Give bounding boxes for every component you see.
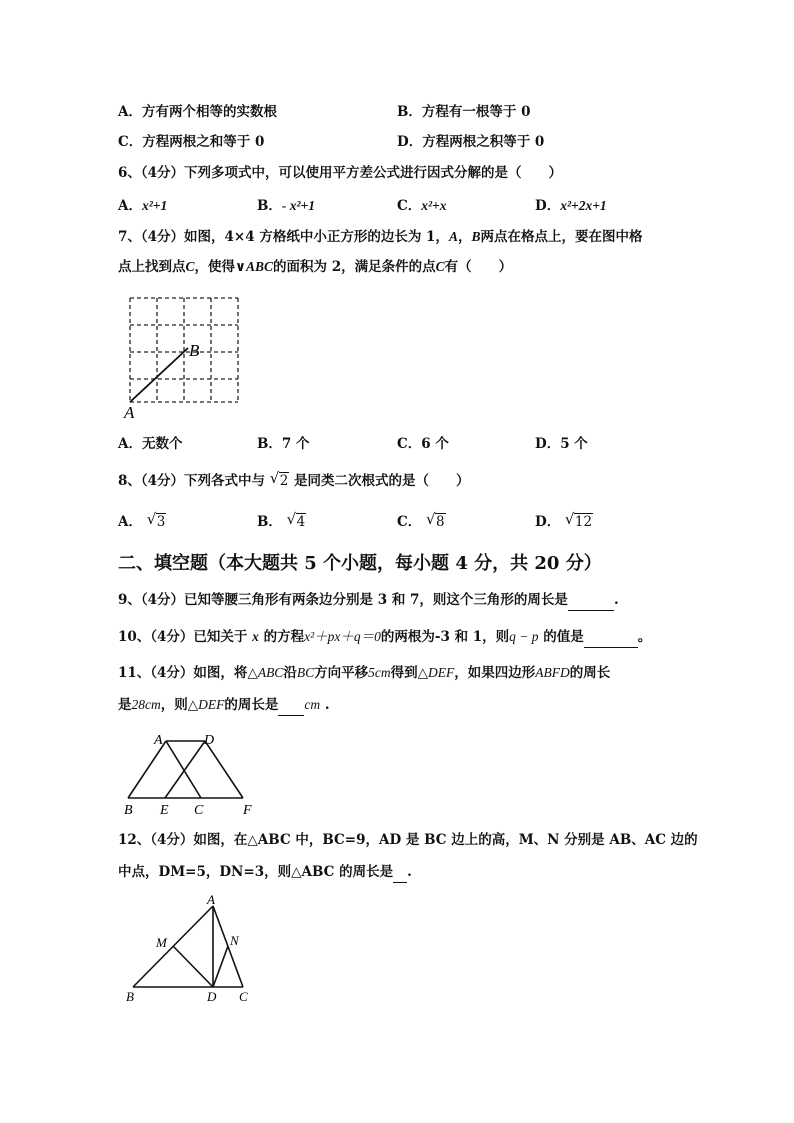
line-ab <box>128 741 166 798</box>
q12-triangle-figure <box>118 893 268 1008</box>
q8-stem-radical: √ 2 <box>269 469 289 489</box>
q7-stem-line2 <box>118 257 512 277</box>
q7-point-c2: C <box>435 259 445 274</box>
q7-l2-p1: 点上找到点 <box>118 259 186 275</box>
q11-stem-line1 <box>118 663 610 683</box>
q8-option-d <box>535 512 593 532</box>
q7-option-a: A．无数个 <box>118 436 183 452</box>
q8-c-label: C． <box>397 514 422 530</box>
fig11-label-f: F <box>243 803 252 818</box>
fig11-label-e: E <box>160 803 169 818</box>
q7-point-b: B <box>471 229 481 244</box>
q7-sep: ， <box>457 229 472 245</box>
q10-expr: q − p <box>509 629 539 644</box>
fig12-label-c: C <box>239 989 248 1004</box>
q12-stem-line1: 12、（4分）如图，在△ABC 中，BC=9，AD 是 BC 边上的高，M、N 分别是 AB、AC 边的 <box>118 832 698 848</box>
q11-p3: 方向平移 <box>314 665 369 681</box>
fig-label-b: B <box>189 341 200 360</box>
q12-l2-end: . <box>407 864 412 880</box>
segment-ab <box>130 348 188 402</box>
q11-p2: 沿 <box>283 665 297 681</box>
q7-option-c: C．6 个 <box>397 436 449 452</box>
q12-stem-line2 <box>118 862 412 883</box>
q12-l2-p1: 中点，DM=5，DN=3，则△ABC 的周长是 <box>118 864 394 880</box>
q8-option-b <box>257 512 306 532</box>
q6-stem: 6、（4分）下列多项式中，可以使用平方差公式进行因式分解的是（ ） <box>118 165 563 181</box>
q11-l2-end: . <box>324 697 330 713</box>
fig11-label-c: C <box>194 803 204 818</box>
q7-l2-p2: ，使得 <box>194 259 236 275</box>
q6-a-expr: x²+1 <box>141 198 168 213</box>
q10-blank <box>584 627 638 648</box>
q8-b-radicand: 4 <box>296 514 306 530</box>
q10-p4: 的值是 <box>543 629 584 645</box>
q5-option-b: B．方程有一根等于 0 <box>397 104 531 120</box>
q11-tri1: △ABC <box>247 665 284 680</box>
q8-a-radicand: 3 <box>156 514 166 530</box>
q7-point-a: A <box>448 229 458 244</box>
q7-point-c: C <box>185 259 195 274</box>
fig12-label-b: B <box>126 989 134 1004</box>
q8-d-label: D． <box>535 514 561 530</box>
q6-option-b <box>257 196 315 216</box>
q5-option-c: C．方程两根之和等于 0 <box>118 134 265 150</box>
q9-p1: 9、（4分）已知等腰三角形有两条边分别是 3 和 7，则这个三角形的周长是 <box>118 592 568 608</box>
q7-l1-p2: 两点在格点上，要在图中格 <box>480 229 643 245</box>
q11-perim: 28cm <box>131 697 161 712</box>
q11-tri2: △DEF <box>417 665 455 680</box>
q10-end: 。 <box>637 629 652 645</box>
q9-stem <box>118 590 619 611</box>
q8-stem-p2: 是同类二次根式的是（ ） <box>294 473 470 489</box>
fig11-label-a: A <box>154 733 163 748</box>
q11-blank <box>278 695 304 716</box>
fig12-label-n: N <box>230 933 239 948</box>
fig12-label-a: A <box>207 892 215 907</box>
q8-a-radical: √ 3 <box>146 510 166 530</box>
q7-triangle: ∨ABC <box>235 259 273 274</box>
q11-l2-p1: 是 <box>118 697 132 713</box>
q10-var-x: x <box>252 629 259 644</box>
q11-bc: BC <box>296 665 315 680</box>
q8-d-radical: √ 12 <box>564 510 593 530</box>
q6-d-expr: x²+2x+1 <box>560 198 607 213</box>
q8-stem-p1: 8、（4分）下列各式中与 <box>118 473 266 489</box>
q11-p4: 得到 <box>390 665 418 681</box>
q11-l2-p2: ，则 <box>160 697 188 713</box>
q8-c-radical: √ 8 <box>425 510 445 530</box>
fig12-label-d: D <box>207 989 217 1004</box>
q5-option-a: A．方有两个相等的实数根 <box>118 104 277 120</box>
q5-option-d: D．方程两根之积等于 0 <box>397 134 545 150</box>
q11-l2-p3: 的周长是 <box>224 697 279 713</box>
q10-equation: x²＋px＋q＝0 <box>304 629 381 644</box>
q7-grid-figure <box>118 290 248 420</box>
q8-option-a <box>118 512 166 532</box>
q8-b-label: B． <box>257 514 282 530</box>
q7-stem-line1 <box>118 227 642 247</box>
q11-p6: 的周长 <box>569 665 611 681</box>
q8-stem-radicand: 2 <box>279 473 289 489</box>
line-dn <box>213 946 228 987</box>
q6-a-label: A． <box>118 198 142 214</box>
q9-p2: . <box>613 592 619 608</box>
q8-d-radicand: 12 <box>574 514 593 530</box>
q6-option-a <box>118 196 167 216</box>
q9-blank <box>568 590 614 611</box>
q10-p1: 10、（4分）已知关于 <box>118 629 248 645</box>
q7-option-b: B．7 个 <box>257 436 310 452</box>
section2-title: 二、填空题（本大题共 5 个小题，每小题 4 分，共 20 分） <box>118 553 602 574</box>
q10-p2: 的方程 <box>263 629 305 645</box>
q8-b-radical: √ 4 <box>286 510 306 530</box>
line-dm <box>173 946 213 987</box>
q11-p1: 11、（4分）如图，将 <box>118 665 248 681</box>
line-df <box>205 741 243 798</box>
q11-p5: ，如果四边形 <box>454 665 536 681</box>
q8-a-label: A． <box>118 514 142 530</box>
fig11-label-d: D <box>204 733 215 748</box>
q11-dist: 5cm <box>368 665 391 680</box>
q7-l2-p4: 有（ ） <box>444 259 513 275</box>
q11-tri3: △DEF <box>187 697 225 712</box>
q6-b-expr: - x²+1 <box>281 198 316 213</box>
fig12-label-m: M <box>156 935 167 950</box>
q6-option-c <box>397 196 447 216</box>
q6-option-d <box>535 196 607 216</box>
q7-l1-p1: 7、（4分）如图，4×4 方格纸中小正方形的边长为 1， <box>118 229 449 245</box>
q11-stem-line2 <box>118 695 330 716</box>
q11-unit: cm <box>304 697 321 712</box>
q10-p3: 的两根为-3 和 1，则 <box>380 629 510 645</box>
q7-l2-p3: 的面积为 2，满足条件的点 <box>273 259 436 275</box>
q6-b-label: B． <box>257 198 282 214</box>
q6-c-label: C． <box>397 198 422 214</box>
fig-label-a: A <box>124 403 135 422</box>
q6-d-label: D． <box>535 198 561 214</box>
q8-stem <box>118 471 470 491</box>
fig11-label-b: B <box>124 803 133 818</box>
q10-stem <box>118 627 651 648</box>
q12-blank <box>393 862 407 883</box>
q6-c-expr: x²+x <box>421 198 447 213</box>
q11-translation-figure <box>118 728 268 818</box>
q11-quad: ABFD <box>535 665 570 680</box>
q8-c-radicand: 8 <box>435 514 445 530</box>
q7-option-d: D．5 个 <box>535 436 588 452</box>
q8-option-c <box>397 512 446 532</box>
